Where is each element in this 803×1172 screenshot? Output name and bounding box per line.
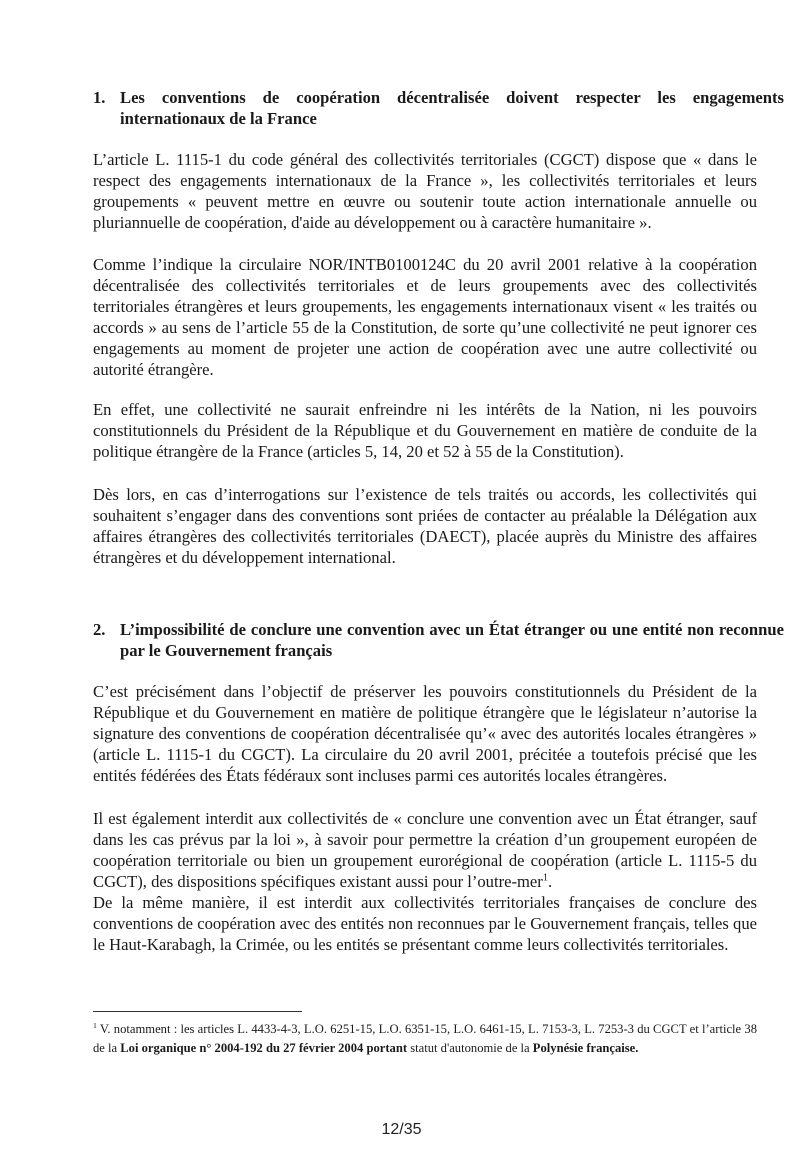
footnote: [93, 1020, 757, 1058]
paragraph-with-footnote: [93, 808, 757, 892]
paragraph: C’est précisément dans l’objectif de préserver les pouvoirs constitutionnels du Président de la République et du Gouvernement en matière de politique étrangère que le législateur n’autorise la signature des conventions de coopération décentralisée qu’« avec des autorités locales étrangères » (article L. 1115-1 du CGCT). La circulaire du 20 avril 2001, précitée a toutefois précisé que les entités fédérées des États fédéraux sont incluses parmi ces autorités locales étrangères.: [93, 682, 757, 785]
section-2-title: L’impossibilité de conclure une convention avec un État étranger ou une entité non reconnue par le Gouvernement français: [120, 620, 784, 660]
paragraph: De la même manière, il est interdit aux collectivités territoriales françaises de conclure des conventions de coopération avec des entités non reconnues par le Gouvernement français, telles que le Haut-Karabagh, la Crimée, ou les entités se présentant comme leurs collectivités territoriales.: [93, 893, 757, 954]
section-2-heading: [93, 619, 784, 661]
paragraph: Comme l’indique la circulaire NOR/INTB0100124C du 20 avril 2001 relative à la coopération décentralisée des collectivités territoriales et de leurs groupements avec des collectivités territoriales étrangères et leurs groupements, les engagements internationaux visent « les traités ou accords » au sens de l’article 55 de la Constitution, de sorte qu’une collectivité ne peut ignorer ces engagements au moment de projeter une action de coopération avec une autre collectivité ou autorité étrangère.: [93, 255, 757, 379]
paragraph: En effet, une collectivité ne saurait enfreindre ni les intérêts de la Nation, ni les pouvoirs constitutionnels du Président de la République et du Gouvernement en matière de conduite de la politique étrangère de la France (articles 5, 14, 20 et 52 à 55 de la Constitution).: [93, 400, 757, 461]
paragraph-text: Il est également interdit aux collectivités de « conclure une convention avec un État étranger, sauf dans les cas prévus par la loi », à savoir pour permettre la création d’un groupement européen de coopération territoriale ou bien un groupement eurorégional de coopération (article L. 1115-5 du CGCT), des dispositions spécifiques existant aussi pour l’outre-mer: [93, 809, 757, 891]
paragraph: Dès lors, en cas d’interrogations sur l’existence de tels traités ou accords, les collectivités qui souhaitent s’engager dans des conventions sont priées de contacter au préalable la Délégation aux affaires étrangères des collectivités territoriales (DAECT), placée auprès du Ministre des affaires étrangères et du développement international.: [93, 485, 757, 567]
footnote-law-title-end: Polynésie française.: [532, 1041, 639, 1055]
footnote-marker: 1: [93, 1020, 97, 1030]
footnote-separator: [93, 1011, 302, 1012]
section-1-heading: [93, 87, 784, 129]
section-2-number: 2.: [93, 620, 106, 639]
footnote-text-middle: statut d'autonomie de la: [407, 1041, 533, 1055]
footnote-text: V. notamment : les articles L. 4433-4-3, L.O. 6251-15, L.O. 6351-15, L.O. 6461-15, L. 7153-3, L. 7253-3 du CGCT et l’article 38 de la: [93, 1022, 757, 1055]
footnote-reference[interactable]: 1: [542, 872, 548, 884]
paragraph-end: .: [547, 872, 553, 891]
section-1-title: Les conventions de coopération décentralisée doivent respecter les engagements internationaux de la France: [120, 88, 784, 128]
footnote-law-title: Loi organique n° 2004-192 du 27 février 2004 portant: [120, 1041, 408, 1055]
page-number: 12/35: [381, 1121, 422, 1138]
paragraph: L’article L. 1115-1 du code général des collectivités territoriales (CGCT) dispose que « dans le respect des engagements internationaux de la France », les collectivités territoriales et leurs groupements « peuvent mettre en œuvre ou soutenir toute action internationale annuelle ou pluriannuelle de coopération, d'aide au développement ou à caractère humanitaire ».: [93, 150, 757, 232]
section-1-number: 1.: [93, 88, 106, 107]
